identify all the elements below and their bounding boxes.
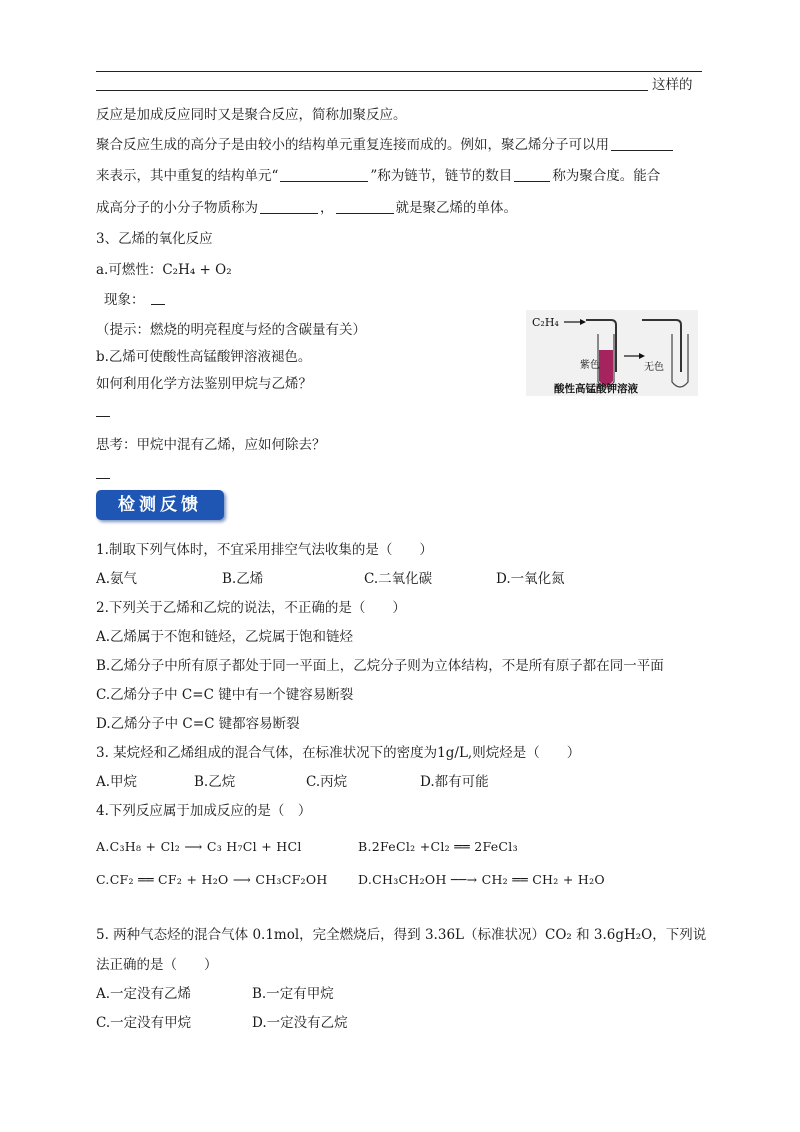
think-question: 思考：甲烷中混有乙烯，应如何除去？ [96,437,326,453]
polymer-line-1: 反应是加成反应同时又是聚合反应，简称加聚反应。 [96,107,407,123]
monomer-name-blank[interactable] [336,199,394,214]
q4-option-c[interactable]: C.CF₂ ══ CF₂ + H₂O ⟶ CH₃CF₂OH [96,872,328,887]
polymer-line-3 [96,167,660,185]
purple-solution [599,350,613,386]
polymer-line-4-b: ， [320,200,334,216]
polymer-line-3-a: 来表示，其中重复的结构单元“ [96,168,279,184]
q1-option-c[interactable]: C.二氧化碳 [364,571,433,587]
q1-option-d[interactable]: D.一氧化氮 [496,571,565,587]
colorless-label: 无色 [644,362,664,373]
identify-question: 如何利用化学方法鉴别甲烷与乙烯？ [96,376,312,392]
polymer-line-3-b: ”称为链节，链节的数目 [370,168,513,184]
q3-stem: 3. 某烷烃和乙烯组成的混合气体，在标准状况下的密度为1g/L,则烷烃是（ ） [96,745,581,761]
solution-caption: 酸性高锰酸钾溶液 [554,383,638,395]
degree-blank[interactable] [514,167,550,182]
decolorize-line: b.乙烯可使酸性高锰酸钾溶液褪色。 [96,349,312,365]
q2-option-b[interactable]: B.乙烯分子中所有原子都处于同一平面上，乙烷分子则为立体结构，不是所有原子都在同一平面 [96,658,664,674]
q5-option-d[interactable]: D.一定没有乙烷 [252,1015,348,1031]
experiment-diagram [526,310,698,396]
phenomenon-answer-blank[interactable] [151,294,165,305]
q5-option-b[interactable]: B.一定有甲烷 [252,986,334,1002]
gas-label: C₂H₄ [532,316,559,329]
q5-option-c[interactable]: C.一定没有甲烷 [96,1015,192,1031]
gas-inlet-arrowhead [580,319,586,325]
polymer-line-4 [96,199,517,217]
q3-option-b[interactable]: B.乙烷 [194,774,236,790]
transition-arrowhead [639,353,645,359]
q5-option-a[interactable]: A.一定没有乙烯 [96,986,192,1002]
q2-stem: 2.下列关于乙烯和乙烷的说法，不正确的是（ ） [96,600,406,616]
q2-option-c[interactable]: C.乙烯分子中 C=C 键中有一个键容易断裂 [96,687,354,703]
hint-line: （提示：燃烧的明亮程度与烃的含碳量有关） [96,322,366,338]
polymer-line-4-c: 就是聚乙烯的单体。 [395,200,517,216]
identify-answer-blank[interactable] [96,406,110,417]
q5-stem-line-1: 5. 两种气态烃的混合气体 0.1mol，完全燃烧后，得到 3.36L（标准状况）CO₂ 和 3.6gH₂O，下列说 [96,927,707,943]
section-badge: 检测反馈 [96,490,224,520]
combustibility-line: a.可燃性：C₂H₄ + O₂ [96,262,232,278]
polymer-line-2-text: 聚合反应生成的高分子是由较小的结构单元重复连接而成的。例如，聚乙烯分子可以用 [96,137,609,153]
q3-option-c[interactable]: C.丙烷 [306,774,348,790]
q4-option-b[interactable]: B.2FeCl₂ +Cl₂ ══ 2FeCl₃ [358,839,518,854]
q5-stem-line-2: 法正确的是（ ） [96,957,218,973]
polymer-line-3-c: 称为聚合度。能合 [552,168,661,184]
q3-option-d[interactable]: D.都有可能 [420,774,489,790]
q3-option-a[interactable]: A.甲烷 [96,774,138,790]
polyethylene-formula-blank[interactable] [611,136,673,151]
q4-option-d[interactable]: D.CH₃CH₂OH ──→ CH₂ ══ CH₂ + H₂O [358,872,605,887]
q2-option-a[interactable]: A.乙烯属于不饱和链烃，乙烷属于饱和链烃 [96,629,354,645]
q1-option-a[interactable]: A.氨气 [96,571,138,587]
q2-option-d[interactable]: D.乙烯分子中 C=C 键都容易断裂 [96,716,300,732]
oxidation-heading: 3、乙烯的氧化反应 [96,231,213,247]
q1-option-b[interactable]: B.乙烯 [222,571,264,587]
purple-label: 紫色 [580,360,600,371]
experiment-illustration [526,310,698,396]
chain-unit-blank[interactable] [280,167,368,182]
q4-stem: 4.下列反应属于加成反应的是（ ） [96,803,312,819]
top-rule [96,71,702,72]
polymer-line-4-a: 成高分子的小分子物质称为 [96,200,258,216]
fill-in-rule [96,90,648,91]
phenomenon-label: 现象： [104,292,145,308]
monomer-term-blank[interactable] [260,199,318,214]
think-answer-blank[interactable] [96,468,110,479]
phenomenon-line [104,291,165,309]
q4-option-a[interactable]: A.C₃H₈ + Cl₂ ⟶ C₃ H₇Cl + HCl [96,839,302,854]
q1-stem: 1.制取下列气体时，不宜采用排空气法收集的是（ ） [96,542,433,558]
header-trailing-text: 这样的 [652,77,693,93]
polymer-line-2 [96,136,675,154]
